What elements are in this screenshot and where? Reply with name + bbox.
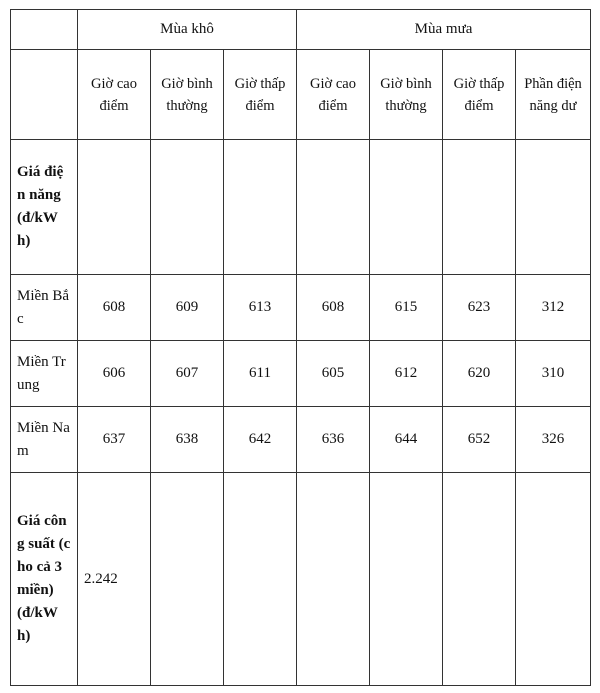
empty-cell: [370, 140, 443, 275]
region-name: Miền Bắc: [11, 275, 78, 341]
season-dry-header: Mùa khô: [78, 10, 297, 50]
price-cell: 608: [297, 275, 370, 341]
price-cell: 642: [224, 407, 297, 473]
price-cell: 606: [78, 341, 151, 407]
price-cell: 615: [370, 275, 443, 341]
energy-price-label: Giá điện năng (đ/kWh): [11, 140, 78, 275]
price-cell: 605: [297, 341, 370, 407]
region-name: Miền Nam: [11, 407, 78, 473]
price-cell: 620: [443, 341, 516, 407]
price-cell: 312: [516, 275, 591, 341]
season-rainy-header: Mùa mưa: [297, 10, 591, 50]
empty-cell: [151, 140, 224, 275]
price-cell: 611: [224, 341, 297, 407]
period-header-dry-normal: Giờ bình thường: [151, 50, 224, 140]
price-cell: 644: [370, 407, 443, 473]
empty-cell: [224, 140, 297, 275]
price-cell: 637: [78, 407, 151, 473]
price-cell: 636: [297, 407, 370, 473]
price-cell: 607: [151, 341, 224, 407]
price-cell: 623: [443, 275, 516, 341]
empty-cell: [78, 140, 151, 275]
corner-cell-2: [11, 50, 78, 140]
price-cell: 310: [516, 341, 591, 407]
empty-cell: [297, 473, 370, 686]
capacity-price-row: [11, 473, 591, 686]
price-cell: 613: [224, 275, 297, 341]
price-cell: 326: [516, 407, 591, 473]
empty-cell: [516, 140, 591, 275]
region-name: Miền Trung: [11, 341, 78, 407]
period-header-surplus: Phần điện năng dư: [516, 50, 591, 140]
corner-cell: [11, 10, 78, 50]
table-row: [11, 407, 591, 473]
price-cell: 652: [443, 407, 516, 473]
energy-price-row: [11, 140, 591, 275]
period-header-rainy-peak: Giờ cao điểm: [297, 50, 370, 140]
electricity-price-table: [10, 9, 591, 686]
empty-cell: [443, 140, 516, 275]
price-cell: 609: [151, 275, 224, 341]
empty-cell: [443, 473, 516, 686]
table-row: [11, 275, 591, 341]
price-cell: 612: [370, 341, 443, 407]
period-header-dry-peak: Giờ cao điểm: [78, 50, 151, 140]
empty-cell: [370, 473, 443, 686]
period-header-dry-offpeak: Giờ thấp điểm: [224, 50, 297, 140]
season-header-row: [11, 10, 591, 50]
empty-cell: [516, 473, 591, 686]
period-header-row: [11, 50, 591, 140]
period-header-rainy-offpeak: Giờ thấp điểm: [443, 50, 516, 140]
capacity-price-value: 2.242: [78, 473, 151, 686]
price-cell: 608: [78, 275, 151, 341]
empty-cell: [224, 473, 297, 686]
table-row: [11, 341, 591, 407]
price-cell: 638: [151, 407, 224, 473]
period-header-rainy-normal: Giờ bình thường: [370, 50, 443, 140]
empty-cell: [151, 473, 224, 686]
capacity-price-label: Giá công suất (cho cả 3 miền) (đ/kWh): [11, 473, 78, 686]
empty-cell: [297, 140, 370, 275]
